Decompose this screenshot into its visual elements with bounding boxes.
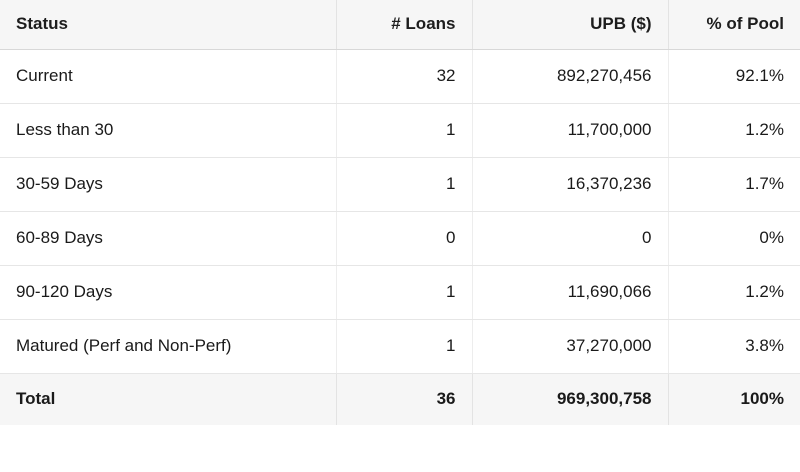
cell-upb: 0 [472, 212, 668, 266]
table-body [0, 50, 800, 426]
cell-status: Matured (Perf and Non-Perf) [0, 320, 336, 374]
cell-pool: 1.7% [668, 158, 800, 212]
table-total-row [0, 374, 800, 426]
cell-loans: 1 [336, 104, 472, 158]
table-header-row [0, 0, 800, 50]
cell-status: Current [0, 50, 336, 104]
table-header [0, 0, 800, 50]
cell-upb: 16,370,236 [472, 158, 668, 212]
table-row [0, 320, 800, 374]
table-row [0, 50, 800, 104]
cell-loans: 1 [336, 320, 472, 374]
cell-pool: 3.8% [668, 320, 800, 374]
cell-loans: 1 [336, 158, 472, 212]
table-row [0, 266, 800, 320]
cell-status: 90-120 Days [0, 266, 336, 320]
table-row [0, 104, 800, 158]
cell-upb: 892,270,456 [472, 50, 668, 104]
cell-total-pool: 100% [668, 374, 800, 426]
cell-status: 30-59 Days [0, 158, 336, 212]
cell-total-label: Total [0, 374, 336, 426]
cell-loans: 1 [336, 266, 472, 320]
column-header-loans: # Loans [336, 0, 472, 50]
cell-pool: 1.2% [668, 104, 800, 158]
table-row [0, 158, 800, 212]
cell-upb: 11,700,000 [472, 104, 668, 158]
cell-total-loans: 36 [336, 374, 472, 426]
cell-pool: 1.2% [668, 266, 800, 320]
table-row [0, 212, 800, 266]
cell-loans: 32 [336, 50, 472, 104]
cell-upb: 11,690,066 [472, 266, 668, 320]
cell-status: 60-89 Days [0, 212, 336, 266]
column-header-upb: UPB ($) [472, 0, 668, 50]
cell-loans: 0 [336, 212, 472, 266]
column-header-status: Status [0, 0, 336, 50]
cell-total-upb: 969,300,758 [472, 374, 668, 426]
cell-upb: 37,270,000 [472, 320, 668, 374]
cell-pool: 92.1% [668, 50, 800, 104]
cell-status: Less than 30 [0, 104, 336, 158]
column-header-pool: % of Pool [668, 0, 800, 50]
cell-pool: 0% [668, 212, 800, 266]
